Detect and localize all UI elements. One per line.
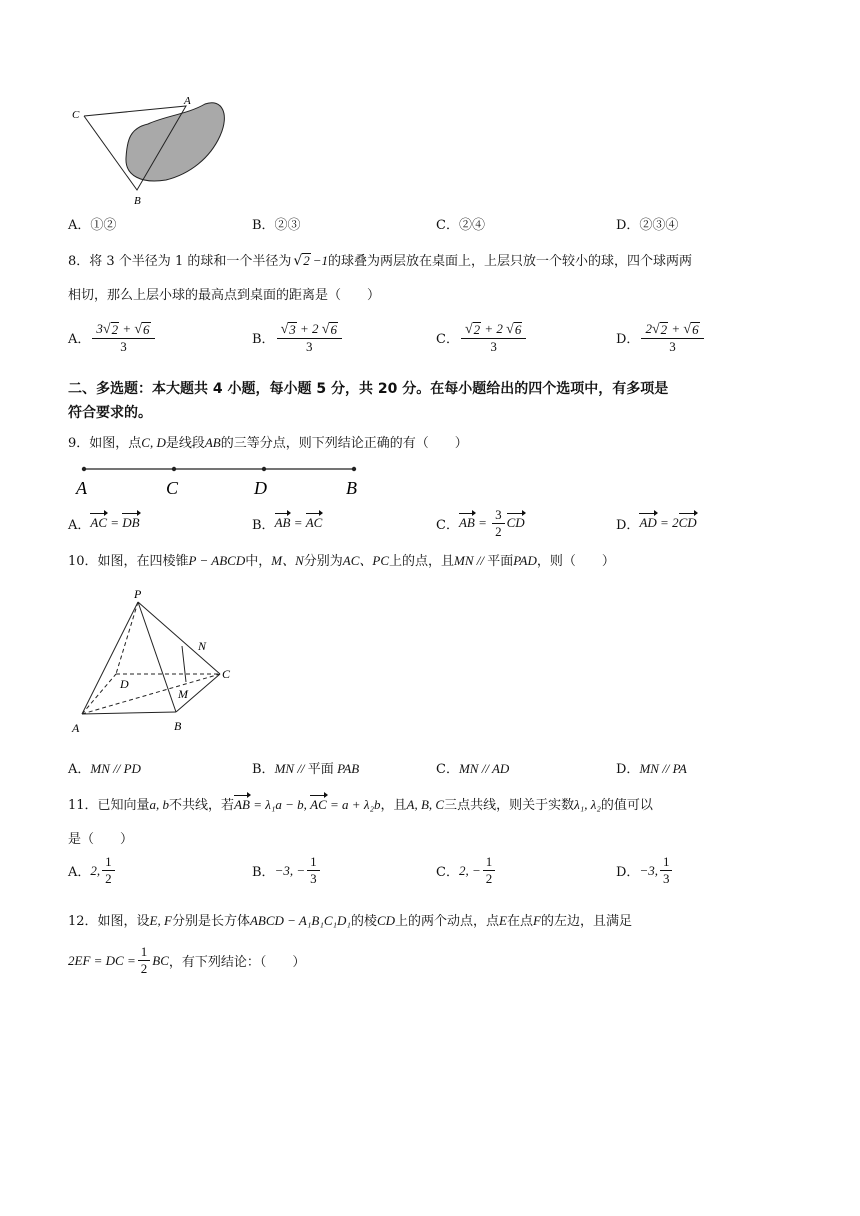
numerator: 1 — [660, 854, 673, 871]
denominator: 3 — [310, 871, 317, 886]
q8-option-c — [436, 320, 528, 355]
option-text: MN // AD — [458, 761, 510, 776]
option-label: D． — [616, 762, 640, 777]
section-heading-line2: 符合要求的。 — [68, 405, 152, 421]
fraction — [660, 854, 673, 887]
q10-stem: 10．如图，在四棱锥P − ABCD中，M、N分别为AC、PC上的点，且MN // 平面PAD，则（ ） — [68, 553, 615, 569]
option-prefix: 2, — [90, 862, 101, 878]
option-label: D． — [616, 865, 640, 880]
coef: 2 — [645, 321, 652, 336]
option-text: MN // — [274, 761, 308, 776]
label-c: C — [72, 109, 80, 121]
option-label: A． — [68, 762, 91, 777]
fraction — [641, 320, 703, 355]
q9-option-d — [616, 506, 697, 540]
figure-q9 — [72, 460, 372, 500]
option-label: C． — [436, 517, 459, 533]
denominator: 3 — [306, 339, 313, 354]
q12-stem-line1: 12．如图，设E, F分别是长方体ABCD − A₁B₁C₁D₁的棱CD上的两个动点，点E在点F的左边，且满足 — [68, 913, 632, 929]
q7-option-d: D．②③④ — [616, 218, 679, 233]
sqrt: √ 3 — [280, 322, 296, 337]
q11-stem-line2: 是（ ） — [68, 832, 134, 847]
point-c — [172, 467, 176, 471]
coef: 2 — [672, 515, 679, 530]
coef: 3 — [96, 321, 103, 336]
sqrt: √ 6 — [134, 322, 150, 337]
fraction — [102, 854, 115, 887]
q8-option-b — [252, 320, 344, 355]
option-label: C． — [436, 762, 459, 777]
option-label: B． — [252, 865, 275, 880]
denominator: 3 — [120, 339, 127, 354]
q11-option-a — [68, 854, 117, 887]
operator: + — [668, 321, 684, 336]
denominator: 2 — [485, 871, 493, 886]
q9-option-a — [68, 506, 140, 540]
operator: + — [119, 321, 135, 336]
numerator — [641, 320, 703, 339]
equals: = — [656, 515, 673, 530]
option-text: MN // PA — [639, 761, 687, 776]
label-c: C — [166, 478, 179, 498]
q12-stem-line2: 2EF = DC = $\frac{1}{2}$ BC ，有下列结论：（ ） — [68, 944, 306, 976]
label-b: B — [346, 478, 357, 498]
vector-lhs: AB — [458, 515, 475, 530]
vector-lhs: AC — [90, 515, 108, 530]
vector-lhs: AB — [274, 515, 291, 530]
fraction — [492, 507, 505, 540]
fraction — [277, 320, 342, 355]
option-label: A． — [68, 332, 91, 347]
fraction — [483, 854, 496, 887]
figure-q7 — [70, 96, 240, 208]
shaded-region — [126, 103, 224, 181]
option-label: A． — [68, 865, 91, 880]
denominator: 2 — [105, 871, 112, 886]
equals: = — [290, 515, 306, 530]
q8-stem-line1: 8．将 3 个半径为 1 的球和一个半径为 √ 2 −1的球叠为两层放在桌面上，上层只放一个较小的球，四个球两两 — [68, 253, 693, 269]
numerator: 1 — [483, 854, 496, 871]
numerator: 3 — [492, 507, 505, 524]
q10-option-b — [252, 758, 359, 777]
sqrt: √ 2 — [102, 322, 119, 337]
option-label: C． — [436, 865, 459, 880]
label-m: M — [178, 687, 188, 701]
q9-stem: 9．如图，点C, D是线段AB的三等分点，则下列结论正确的有（ ） — [68, 435, 468, 451]
fraction — [307, 854, 320, 887]
denominator: 2 — [495, 523, 502, 539]
option-label: D． — [616, 332, 640, 347]
vector-rhs: CD — [678, 515, 697, 530]
sqrt: √ 6 — [321, 322, 337, 337]
vector-lhs: AD — [639, 515, 657, 530]
label-n: N — [198, 639, 207, 653]
fraction — [461, 320, 526, 355]
label-a: A — [76, 478, 87, 498]
q7-option-a: A．①② — [68, 218, 117, 233]
sqrt: √ 2 — [464, 322, 481, 337]
q11-option-c — [436, 854, 497, 887]
q9-option-b — [252, 506, 322, 540]
label-d: D — [120, 677, 129, 691]
option-label: D． — [616, 517, 640, 533]
numerator: 1 — [102, 854, 115, 871]
q9-option-c — [436, 506, 525, 540]
option-label: B． — [252, 762, 275, 777]
label-p: P — [134, 587, 142, 601]
vector-rhs: DB — [122, 515, 140, 530]
sqrt: √ 6 — [683, 322, 699, 337]
option-prefix: −3, − — [274, 862, 306, 878]
label-a: A — [72, 721, 80, 735]
q7-option-b: B．②③ — [252, 218, 301, 233]
sqrt: √ 6 — [506, 322, 522, 337]
label-b: B — [174, 719, 182, 733]
denominator: 3 — [490, 339, 497, 354]
q10-option-a — [68, 758, 141, 777]
equals: = — [474, 515, 491, 530]
q11-stem-line1: 11．已知向量a, b不共线，若AB = λ₁a − b, AC = a + λ₂b，且A, B, C三点共线，则关于实数λ₁, λ₂的值可以 — [68, 797, 653, 813]
q10-option-c — [436, 758, 509, 777]
plane-word: 平面 — [307, 762, 334, 777]
option-prefix: 2, − — [458, 862, 481, 878]
point-b — [352, 467, 356, 471]
option-label: C． — [436, 332, 459, 347]
point-a — [82, 467, 86, 471]
option-label: A． — [68, 517, 91, 533]
equals: = — [107, 515, 123, 530]
label-a: A — [184, 96, 191, 107]
vector-rhs: AC — [305, 515, 323, 530]
option-text: MN // PD — [90, 761, 141, 776]
numerator — [92, 320, 154, 339]
q7-option-c: C．②④ — [436, 218, 485, 233]
figure-q10 — [70, 584, 250, 740]
vector-rhs: CD — [506, 515, 525, 530]
section-heading-line1: 二、多选题：本大题共 4 小题，每小题 5 分，共 20 分。在每小题给出的四个选项中，有多项是 — [68, 381, 669, 397]
plane-name: PAB — [333, 761, 360, 776]
denominator: 3 — [662, 871, 670, 886]
sqrt: √ 2 — [651, 322, 668, 337]
operator: + 2 — [296, 321, 322, 336]
q8-option-a — [68, 320, 157, 355]
option-label: B． — [252, 517, 275, 533]
option-prefix: −3, — [639, 862, 658, 878]
q11-option-b — [252, 854, 322, 887]
numerator: 1 — [307, 854, 320, 871]
operator: + 2 — [481, 321, 507, 336]
point-d — [262, 467, 266, 471]
label-d: D — [254, 478, 267, 498]
fraction — [92, 320, 154, 355]
denominator: 3 — [669, 339, 676, 354]
label-c: C — [222, 667, 231, 681]
numerator — [277, 320, 342, 339]
q8-stem-line2: 相切，那么上层小球的最高点到桌面的距离是（ ） — [68, 288, 381, 303]
numerator — [461, 320, 526, 339]
q10-option-d — [616, 758, 687, 777]
q11-option-d — [616, 854, 674, 887]
label-b: B — [134, 195, 141, 207]
option-label: B． — [252, 332, 275, 347]
q8-option-d — [616, 320, 706, 355]
